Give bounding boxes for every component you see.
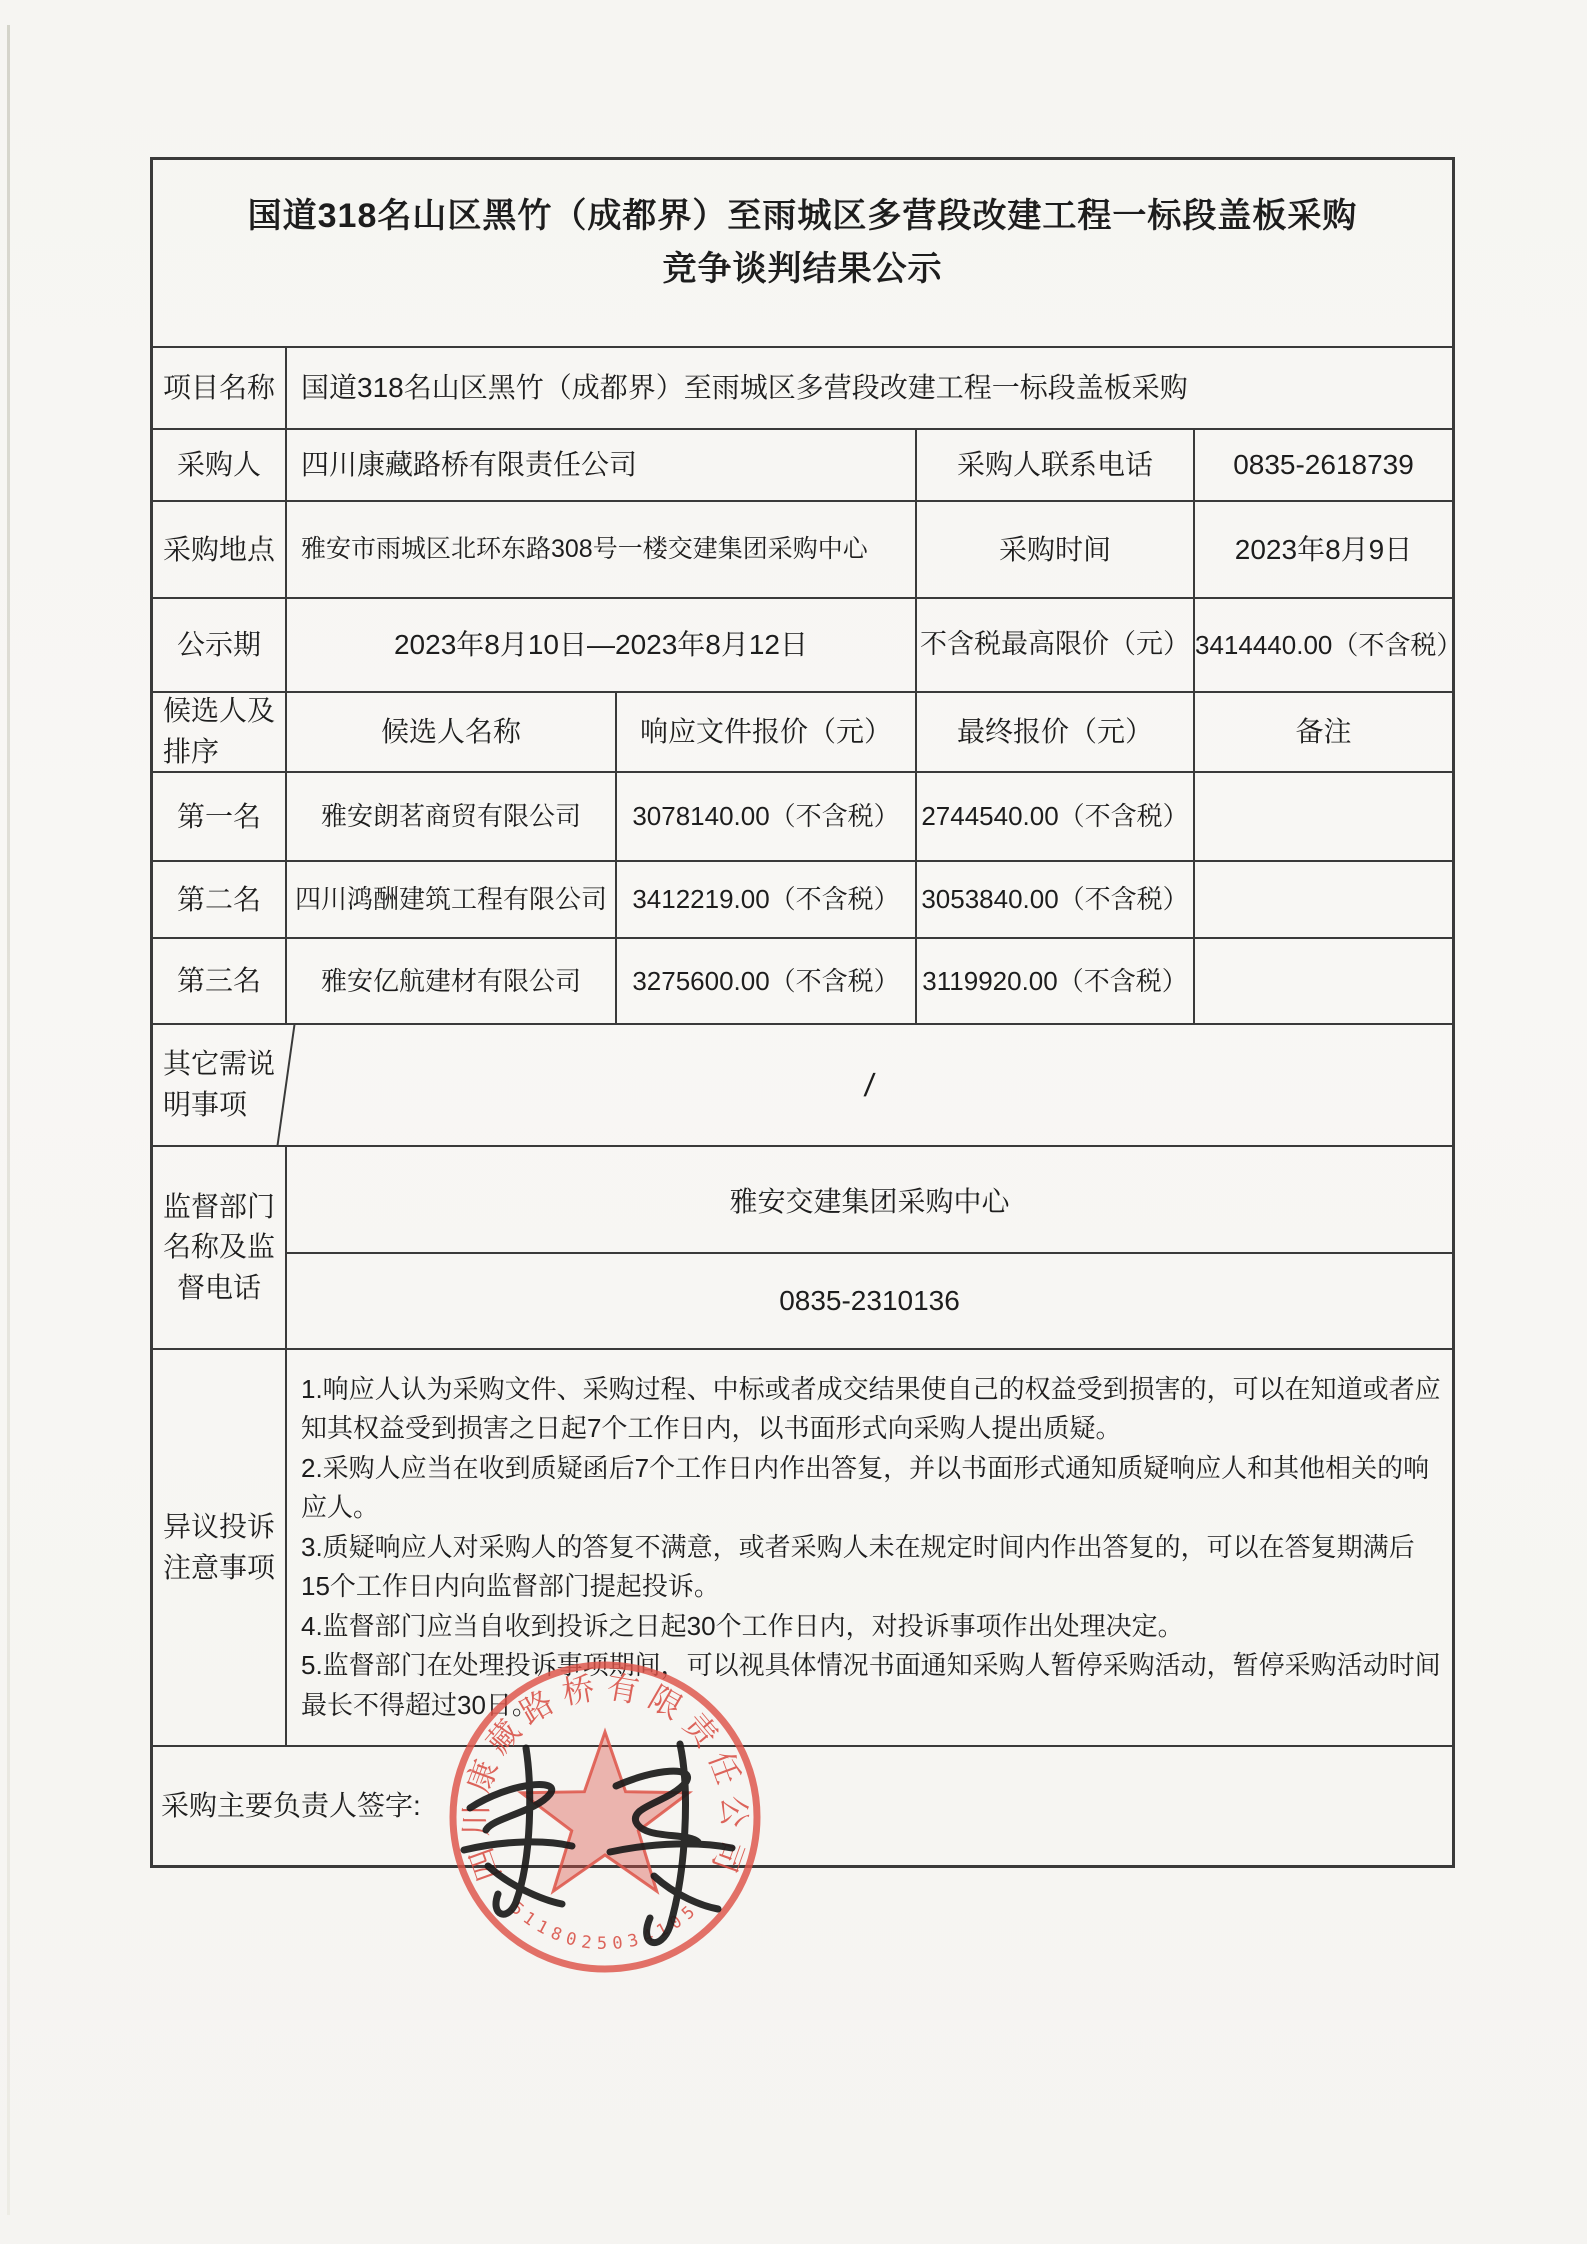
procurement-result-table bbox=[150, 157, 1463, 1868]
supervision-phone: 0835-2310136 bbox=[287, 1252, 1452, 1348]
row-other-notes bbox=[153, 1023, 1452, 1145]
max-price-value: 3414440.00（不含税） bbox=[1193, 599, 1462, 691]
candidate-2-remark bbox=[1193, 862, 1452, 937]
notice-item-1: 1.响应人认为采购文件、采购过程、中标或者成交结果使自己的权益受到损害的，可以在知道或者应知其权益受到损害之日起7个工作日内，以书面形式向采购人提出质疑。 bbox=[301, 1373, 1441, 1444]
title-row bbox=[153, 160, 1452, 346]
candidate-3-rank: 第三名 bbox=[176, 965, 261, 997]
candidate-row-3 bbox=[153, 937, 1452, 1023]
publicity-period-label: 公示期 bbox=[176, 629, 261, 661]
candidates-header-row bbox=[153, 691, 1452, 771]
purchase-time-label: 采购时间 bbox=[915, 502, 1193, 597]
supervision-values bbox=[285, 1147, 1452, 1348]
candidate-row-2 bbox=[153, 860, 1452, 937]
row-supervision bbox=[153, 1145, 1452, 1348]
document-title-line1: 国道318名山区黑竹（成都界）至雨城区多营段改建工程一标段盖板采购 bbox=[247, 197, 1358, 235]
candidate-row-1 bbox=[153, 771, 1452, 860]
candidate-3-name: 雅安亿航建材有限公司 bbox=[285, 939, 615, 1023]
supervision-department: 雅安交建集团采购中心 bbox=[729, 1185, 1010, 1217]
row-dispute-notice bbox=[153, 1348, 1452, 1745]
candidate-2-rank: 第二名 bbox=[176, 883, 261, 915]
candidate-1-final-price: 2744540.00（不含税） bbox=[915, 773, 1193, 860]
candidate-1-remark bbox=[1193, 773, 1452, 860]
project-name-value: 国道318名山区黑竹（成都界）至雨城区多营段改建工程一标段盖板采购 bbox=[285, 348, 1452, 428]
document-title-line2: 竞争谈判结果公示 bbox=[662, 249, 943, 288]
notice-item-2: 2.采购人应当在收到质疑函后7个工作日内作出答复，并以书面形式通知质疑响应人和其他相关的响应人。 bbox=[301, 1452, 1430, 1523]
candidate-2-doc-price: 3412219.00（不含税） bbox=[615, 862, 915, 937]
candidate-1-doc-price: 3078140.00（不含税） bbox=[615, 773, 915, 860]
row-location bbox=[153, 500, 1452, 597]
row-publicity-period bbox=[153, 597, 1463, 691]
candidate-3-final-price: 3119920.00（不含税） bbox=[915, 939, 1193, 1023]
seal-serial-text: 5118025034105 bbox=[506, 1898, 704, 1955]
candidate-3-remark bbox=[1193, 939, 1452, 1023]
dispute-notice-label: 异议投诉注意事项 bbox=[163, 1510, 276, 1583]
candidates-name-header: 候选人名称 bbox=[285, 693, 615, 771]
candidate-3-doc-price: 3275600.00（不含税） bbox=[615, 939, 915, 1023]
handwritten-signature bbox=[430, 1690, 810, 1980]
purchaser-phone-label: 采购人联系电话 bbox=[915, 430, 1193, 500]
candidate-2-name: 四川鸿酬建筑工程有限公司 bbox=[285, 862, 615, 937]
row-project-name bbox=[153, 346, 1452, 428]
candidates-remark-header: 备注 bbox=[1193, 693, 1452, 771]
candidate-2-final-price: 3053840.00（不含税） bbox=[915, 862, 1193, 937]
notice-item-4: 4.监督部门应当自收到投诉之日起30个工作日内，对投诉事项作出处理决定。 bbox=[301, 1610, 1184, 1641]
signature-label: 采购主要负责人签字: bbox=[161, 1790, 421, 1822]
candidate-1-rank: 第一名 bbox=[176, 800, 261, 832]
publicity-period-value: 2023年8月10日—2023年8月12日 bbox=[285, 599, 915, 691]
project-name-label: 项目名称 bbox=[162, 372, 275, 404]
notice-item-5: 5.监督部门在处理投诉事项期间，可以视具体情况书面通知采购人暂停采购活动，暂停采购活动时间最长不得超过30日。 bbox=[301, 1650, 1441, 1720]
location-label: 采购地点 bbox=[162, 533, 275, 565]
scan-edge-artifact bbox=[7, 25, 10, 2215]
seal-company-text: 四川康藏路桥有限责任公司 bbox=[457, 1668, 753, 1886]
candidates-final-price-header: 最终报价（元） bbox=[915, 693, 1193, 771]
purchaser-phone-value: 0835-2618739 bbox=[1193, 430, 1452, 500]
max-price-label: 不含税最高限价（元） bbox=[915, 599, 1193, 691]
purchaser-label: 采购人 bbox=[176, 449, 261, 481]
supervision-label: 监督部门名称及监督电话 bbox=[163, 1190, 276, 1303]
row-purchaser bbox=[153, 428, 1452, 500]
other-notes-value: / bbox=[277, 1025, 1461, 1145]
document-title bbox=[153, 160, 1452, 295]
purchaser-value: 四川康藏路桥有限责任公司 bbox=[285, 430, 915, 500]
purchase-time-value: 2023年8月9日 bbox=[1193, 502, 1452, 597]
candidates-rank-header: 候选人及排序 bbox=[163, 695, 276, 767]
other-notes-label: 其它需说明事项 bbox=[163, 1048, 276, 1120]
candidates-doc-price-header: 响应文件报价（元） bbox=[615, 693, 915, 771]
location-value: 雅安市雨城区北环东路308号一楼交建集团采购中心 bbox=[285, 502, 915, 597]
notice-item-3: 3.质疑响应人对采购人的答复不满意，或者采购人未在规定时间内作出答复的，可以在答复期满后15个工作日内向监督部门提起投诉。 bbox=[301, 1531, 1415, 1602]
candidate-1-name: 雅安朗茗商贸有限公司 bbox=[285, 773, 615, 860]
